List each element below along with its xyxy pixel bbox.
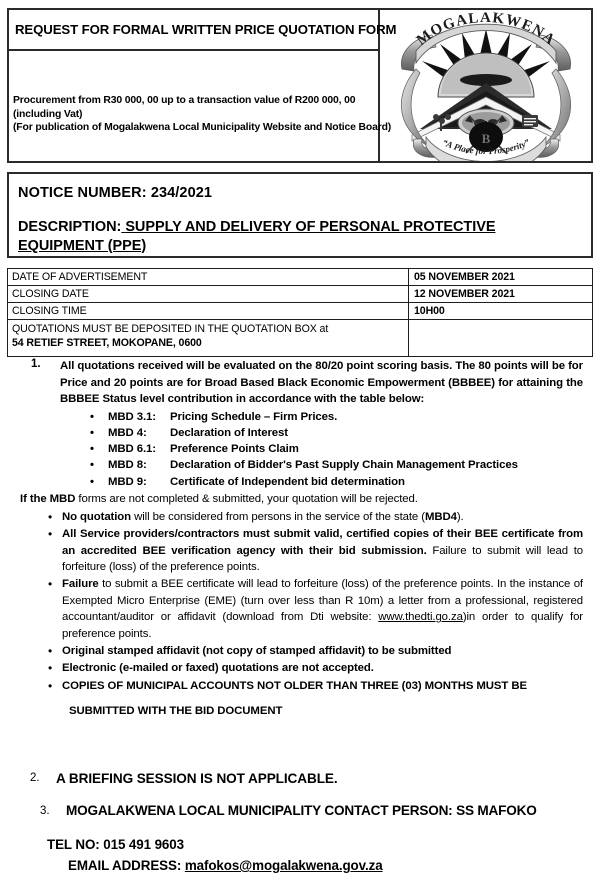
requirement-end: ). — [456, 510, 464, 523]
header-table — [7, 8, 593, 163]
list-item — [0, 457, 600, 473]
procurement-line-2: (including Vat) — [13, 108, 83, 120]
list-item — [0, 643, 600, 659]
clause-2-marker: 2. — [30, 772, 40, 784]
deposit-address-line2: 54 RETIEF STREET, MOKOPANE, 0600 — [12, 337, 202, 349]
mbd-forms-list — [0, 409, 600, 490]
bullet-icon: • — [90, 475, 94, 488]
requirements-list — [0, 509, 600, 720]
document-body — [0, 358, 600, 721]
list-item — [0, 526, 600, 575]
mbd-code: MBD 4: — [108, 426, 147, 439]
table-row — [8, 303, 593, 320]
bullet-icon: • — [90, 426, 94, 439]
table-row — [8, 269, 593, 286]
mbd-description: Declaration of Bidder's Past Supply Chain Management Practices — [170, 459, 518, 472]
telephone-line — [47, 837, 184, 852]
requirement-bold-lead: No quotation — [62, 510, 132, 523]
mbd-description: Pricing Schedule – Firm Prices. — [170, 410, 338, 423]
bullet-icon: • — [48, 661, 53, 676]
requirement-text: Electronic (e-mailed or faxed) quotations are not accepted. — [62, 662, 374, 675]
telephone-value: 015 491 9603 — [103, 837, 184, 852]
date-of-advertisement-value: 05 NOVEMBER 2021 — [409, 269, 593, 286]
list-item — [0, 509, 600, 525]
bullet-icon: • — [90, 443, 94, 456]
header-left-column — [9, 10, 397, 161]
clause-3 — [0, 803, 600, 818]
notice-number-value: 234/2021 — [150, 185, 213, 201]
procurement-line-1: Procurement from R30 000, 00 up to a transaction value of R200 000, 00 — [13, 95, 356, 106]
deposit-instruction-value — [409, 320, 593, 357]
description-value-line2: EQUIPMENT (PPE) — [18, 237, 147, 254]
clause-3-text: MOGALAKWENA LOCAL MUNICIPALITY CONTACT PERSON: SS MAFOKO — [66, 803, 537, 818]
list-item — [0, 474, 600, 490]
list-item — [0, 409, 600, 425]
requirement-bold-lead: Failure — [62, 578, 99, 591]
clause-1-text: All quotations received will be evaluated on the 80/20 point scoring basis. The 80 points will be for Price and 20 points are for Broad Based Black Economic Empowerment (BBBEE) for attaining the BBBEE Status level contribution in accordance with the table below: — [60, 360, 583, 406]
list-item — [0, 678, 600, 720]
svg-text:B: B — [481, 130, 490, 146]
mbd-description: Certificate of Independent bid determination — [170, 475, 405, 488]
list-item — [0, 425, 600, 441]
requirement-text: COPIES OF MUNICIPAL ACCOUNTS NOT OLDER THAN THREE (03) MONTHS MUST BE — [62, 679, 527, 692]
mbd-note-bold: If the MBD — [20, 492, 76, 505]
closing-time-value: 10H00 — [409, 303, 593, 320]
telephone-label: TEL NO: — [47, 837, 100, 852]
deposit-instruction-cell — [8, 320, 409, 357]
list-item — [0, 660, 600, 676]
mbd-submission-note — [0, 491, 600, 507]
list-item — [0, 576, 600, 642]
table-row — [8, 320, 593, 357]
clause-1 — [0, 358, 600, 408]
requirement-mid: to submit a BEE certificate will lead to forfeiture (loss) of the preference points. In the instance of Exempted Micro Enterprise (EME) (turn over less than R 10m) a letter from a professional, registered accountant/auditor or affidavit (download from Dti website: — [62, 578, 583, 624]
requirement-end: )in order to qualify for preference points. — [62, 611, 584, 640]
closing-time-label: CLOSING TIME — [8, 303, 409, 320]
clause-3-marker: 3. — [40, 805, 50, 817]
table-row — [8, 286, 593, 303]
municipality-logo-icon — [386, 11, 586, 161]
requirement-bold-lead: All Service providers/contractors must submit valid, certified copies of their BEE certificate from an accredited BEE verification agency with their bid submission. — [62, 528, 583, 557]
requirement-text: Original stamped affidavit (not copy of stamped affidavit) to be submitted — [62, 645, 452, 658]
requirement-mid: will be considered from persons in the service of the state ( — [131, 510, 425, 523]
bullet-icon: • — [48, 577, 53, 592]
logo-banner-text: MOGALAKWENA — [413, 10, 558, 49]
requirement-text — [62, 576, 583, 642]
logo-cell — [380, 10, 591, 161]
requirement-text — [62, 509, 583, 525]
description-label: DESCRIPTION: — [18, 219, 122, 235]
requirement-mid: Failure to submit will lead to forfeiture (loss) of the preference points. — [62, 544, 583, 574]
bullet-icon: • — [48, 644, 53, 659]
mbd-description: Declaration of Interest — [170, 426, 288, 439]
closing-date-label: CLOSING DATE — [8, 286, 409, 303]
description-row — [18, 218, 591, 255]
bullet-icon: • — [48, 527, 53, 542]
clause-1-marker: 1. — [31, 358, 41, 370]
requirement-text-second-line: SUBMITTED WITH THE BID DOCUMENT — [69, 705, 283, 718]
mbd-code: MBD 9: — [108, 475, 147, 488]
mbd-code: MBD 6.1: — [108, 443, 156, 456]
notice-number-label: NOTICE NUMBER: — [18, 185, 147, 201]
email-address-link[interactable]: mafokos@mogalakwena.gov.za — [184, 858, 383, 873]
clause-2-text: A BRIEFING SESSION IS NOT APPLICABLE. — [56, 771, 338, 786]
mbd-note-rest: forms are not completed & submitted, your quotation will be rejected. — [75, 492, 418, 505]
document-title-cell — [9, 10, 397, 51]
logo-motto-text: “A Place for Prosperity” — [440, 136, 531, 156]
mbd-description: Preference Points Claim — [170, 443, 299, 456]
bullet-icon: • — [48, 678, 53, 693]
closing-date-value: 12 NOVEMBER 2021 — [409, 286, 593, 303]
mbd-code: MBD 3.1: — [108, 410, 156, 423]
procurement-line-3: (For publication of Mogalakwena Local Municipality Website and Notice Board) — [13, 122, 392, 133]
bullet-icon: • — [90, 459, 94, 472]
dates-table — [7, 268, 593, 357]
list-item — [0, 441, 600, 457]
page-title: REQUEST FOR FORMAL WRITTEN PRICE QUOTATION FORM — [15, 22, 397, 37]
mbd-code: MBD 8: — [108, 459, 147, 472]
notice-box — [7, 172, 593, 258]
notice-number-row — [18, 185, 591, 201]
email-label: EMAIL ADDRESS: — [68, 858, 182, 873]
deposit-instruction-line1: QUOTATIONS MUST BE DEPOSITED IN THE QUOTATION BOX at — [12, 323, 329, 335]
requirement-text — [62, 526, 583, 575]
bullet-icon: • — [48, 509, 53, 524]
email-line — [68, 858, 383, 873]
description-value-line1: SUPPLY AND DELIVERY OF PERSONAL PROTECTIVE — [125, 219, 496, 235]
clause-2 — [0, 771, 600, 786]
requirement-bold-tail: MBD4 — [424, 510, 457, 523]
dti-website-link[interactable]: www.thedti.go.za — [378, 611, 463, 624]
bullet-icon: • — [90, 410, 94, 423]
date-of-advertisement-label: DATE OF ADVERTISEMENT — [8, 269, 409, 286]
procurement-scope-cell — [9, 51, 392, 161]
